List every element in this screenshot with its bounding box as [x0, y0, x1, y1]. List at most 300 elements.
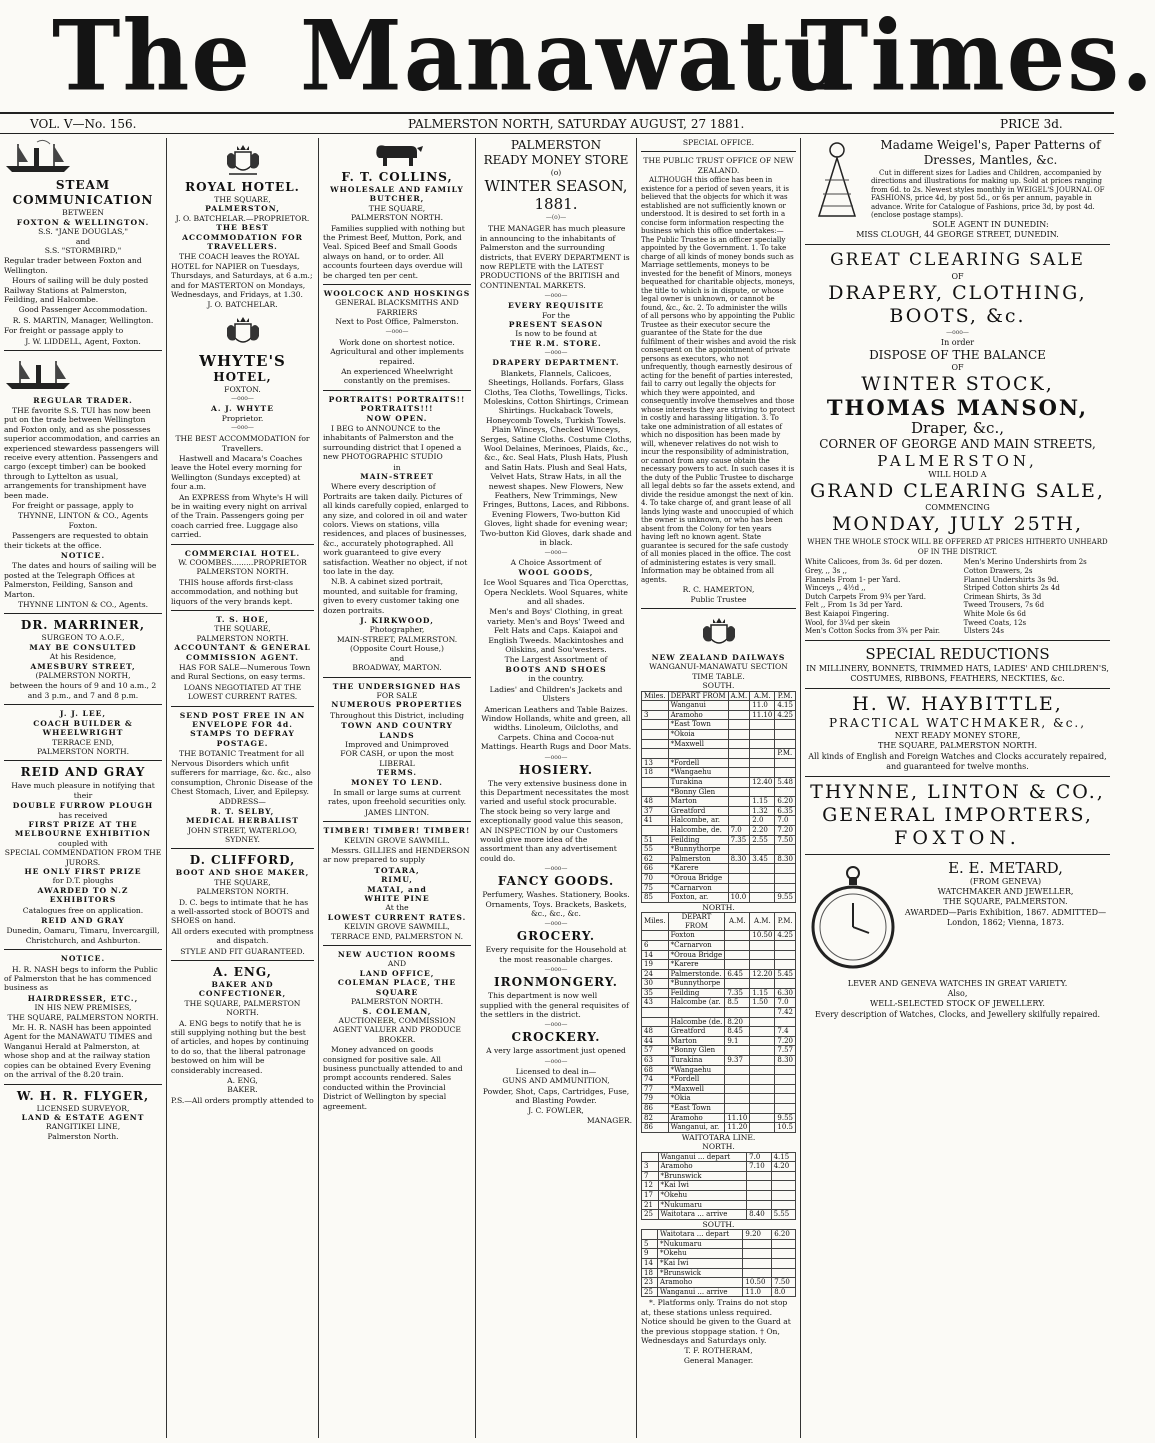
timetable-cell — [775, 873, 796, 883]
timetable-cell — [750, 758, 775, 768]
ad-clifford-body: D. C. begs to intimate that he has a well-assorted stock of BOOTS and SHOES on hand. — [171, 897, 310, 926]
timetable-cell: 48 — [642, 1027, 669, 1037]
timetable-row — [642, 806, 796, 816]
masthead-word-manawatu: Manawatu — [300, 0, 853, 113]
ad-portraits-signrole: Photographer, — [369, 625, 425, 635]
ad-collins-town: PALMERSTON NORTH. — [350, 213, 444, 223]
timetable-waitotara-south — [641, 1229, 796, 1297]
ad-steam-between: BETWEEN — [62, 208, 104, 218]
price-list-item: Flannels From 1- per Yard. — [805, 575, 901, 584]
ad-notice-body: The dates and hours of sailing will be posted at the Telegraph Offices at Palmerston, Feilding, Sanson and Marton. — [4, 561, 157, 599]
ad-hoe-role: ACCOUNTANT & GENERAL COMMISSION AGENT. — [174, 643, 311, 662]
timetable-cell: 23 — [642, 1278, 658, 1288]
timetable-cell — [728, 720, 750, 730]
timetable-cell: 30 — [642, 979, 669, 989]
ad-portraits-addr2: (Opposite Court House,) — [350, 644, 444, 654]
ad-flyger-name: W. H. R. FLYGER, — [16, 1088, 150, 1103]
ad-eng-role: BAKER AND CONFECTIONER, — [198, 980, 287, 999]
timetable-cell: Aramoho — [668, 1113, 725, 1123]
timetable-cell: 11.20 — [725, 1123, 750, 1133]
ad-whyte-town: FOXTON. — [224, 384, 261, 394]
royal-crest-icon — [699, 613, 739, 651]
ad-weigel-agent: SOLE AGENT IN DUNEDIN: — [932, 220, 1049, 230]
timetable-cell — [642, 931, 669, 941]
timetable-cell — [642, 1230, 658, 1240]
timetable-cell: 7.20 — [775, 825, 796, 835]
timetable-cell — [775, 739, 796, 749]
ad-portraits-street: MAIN-STREET — [360, 471, 434, 481]
timetable-row — [642, 797, 796, 807]
timetable-cell — [725, 950, 750, 960]
timetable-cell: 7.35 — [725, 988, 750, 998]
ad-steam-route: FOXTON & WELLINGTON. — [16, 217, 150, 227]
ad-metard-also: Also, — [947, 988, 968, 998]
timetable-cell: 2.0 — [750, 816, 775, 826]
timetable-cell: *Brunswick — [658, 1268, 743, 1278]
ad-rm-groc-body: Every requisite for the Household at the most reasonable charges. — [485, 945, 627, 964]
timetable-row — [642, 710, 796, 720]
price-list-item: Felt ,, From 1s 3d per Yard. — [805, 601, 903, 610]
timetable-cell: Waitotara ... arrive — [658, 1210, 747, 1220]
timetable-cell — [775, 787, 796, 797]
price-list-item: Grey, ,, 3s ,, — [805, 567, 847, 576]
timetable-cell — [725, 940, 750, 950]
masthead — [0, 0, 1155, 113]
timetable-cell — [750, 1027, 775, 1037]
timetable-cell — [728, 768, 750, 778]
ad-lee-place: TERRACE END, — [52, 737, 114, 747]
timetable-cell: Palmerstonde. — [668, 969, 725, 979]
ad-steam-and: and — [75, 236, 91, 246]
timetable-cell: 18 — [642, 1268, 658, 1278]
timetable-cell: *Karere — [668, 864, 728, 874]
price-list-item: Men's Cotton Socks from 3¾ per Pair. — [805, 627, 940, 636]
volume-number: VOL. V—No. 156. — [30, 117, 137, 131]
timetable-cell: *East Town — [668, 1104, 725, 1114]
timetable-row — [642, 1027, 796, 1037]
ad-manson-winter: WINTER STOCK, — [861, 373, 1054, 396]
timetable-cell — [728, 778, 750, 788]
ad-manson-great: GREAT CLEARING SALE — [830, 250, 1085, 271]
timetable-cell — [750, 1046, 775, 1056]
timetable-cell: 6.30 — [775, 988, 796, 998]
ad-flyger-role: LICENSED SURVEYOR, — [36, 1103, 130, 1113]
timetable-cell — [750, 893, 775, 903]
timetable-cell: Halcombe, de. — [668, 825, 728, 835]
timetable-cell — [750, 1094, 775, 1104]
timetable-cell: 51 — [642, 835, 669, 845]
ad-whyte-name2: HOTEL, — [213, 369, 272, 384]
ad-manson-order: In order — [940, 338, 975, 348]
timetable-cell: 66 — [642, 864, 669, 874]
ad-rm-largest: The Largest Assortment of — [504, 655, 608, 665]
timetable-cell — [728, 806, 750, 816]
ad-royal-place: THE SQUARE, — [214, 195, 271, 204]
timetable-row — [642, 739, 796, 749]
ad-coleman-place: COLEMAN PLACE, THE SQUARE — [337, 978, 457, 997]
ad-eng-name: A. ENG, — [213, 965, 272, 979]
timetable-row — [642, 1056, 796, 1066]
price-list-item: White Calicoes, from 3s. 6d per dozen. — [805, 558, 943, 567]
timetable-cell — [772, 1258, 796, 1268]
ad-whyte-best: THE BEST ACCOMMODATION for Travellers. — [175, 434, 310, 453]
timetable-row — [642, 758, 796, 768]
ad-weigel-title: Madame Weigel's, Paper Patterns of Dresses, Mantles, &c. — [880, 138, 1101, 167]
ad-manson-grand: GRAND CLEARING SALE, — [810, 480, 1105, 503]
timetable-cell: *Okoia — [668, 730, 728, 740]
timetable-row — [642, 1287, 796, 1297]
ad-linton-impr: Improved and Unimproved — [345, 739, 449, 749]
timetable-row — [642, 998, 796, 1008]
timetable-cell: *Wangaehu — [668, 1065, 725, 1075]
ad-waitotara-title: WAITOTARA LINE. — [681, 1132, 756, 1142]
timetable-row — [642, 1008, 796, 1018]
price-list-item: Men's Merino Undershirts from 2s — [963, 558, 1087, 567]
timetable-row — [642, 1123, 796, 1133]
timetable-cell — [771, 1181, 795, 1191]
timetable-cell: 35 — [642, 988, 669, 998]
ad-timber-at: At the — [385, 903, 409, 913]
timetable-cell: 1.50 — [750, 998, 775, 1008]
timetable-cell: 6.20 — [775, 797, 796, 807]
ad-lee-name: J. J. LEE, — [59, 709, 107, 719]
timetable-row — [642, 1084, 796, 1094]
timetable-cell: 7.4 — [775, 1027, 796, 1037]
timetable-cell — [750, 873, 775, 883]
price-list-item: Winceys ,, 4½d ,, — [805, 584, 866, 593]
timetable-south — [641, 691, 796, 903]
timetable-cell — [747, 1181, 771, 1191]
ad-rm-found: Is now to be found at — [515, 329, 597, 339]
ad-metard-lever: LEVER AND GENEVA WATCHES IN GREAT VARIETY. — [847, 978, 1068, 988]
ad-metard-name: E. E. METARD, — [948, 858, 1063, 877]
ad-rail-section: WANGANUI-MANAWATU SECTION — [649, 662, 788, 672]
ad-whyte-coach: Hastwell and Macara's Coaches leave the Hotel every morning for Wellington (Sundays excepted) at four a.m. — [171, 453, 303, 492]
timetable-cell: 86 — [642, 1123, 669, 1133]
timetable-cell — [771, 1171, 795, 1181]
ad-rm-every: EVERY REQUISITE — [508, 301, 604, 311]
timetable-cell: 10.50 — [743, 1278, 772, 1288]
ad-linton-title: THE UNDERSIGNED HAS — [332, 681, 462, 691]
timetable-cell: 7 — [642, 1171, 659, 1181]
ad-portraits-body: I BEG to ANNOUNCE to the inhabitants of Palmerston and the surrounding district that I opened a new PHOTOGRAPHIC STUDIO — [323, 423, 462, 462]
ad-clifford-role: BOOT AND SHOE MAKER, — [175, 868, 310, 878]
price-list-item: Striped Cotton shirts 2s 4d — [963, 584, 1060, 593]
timetable-header-cell: P.M. — [775, 913, 796, 931]
timetable-cell — [750, 1123, 775, 1133]
ad-selby-title: SEND POST FREE IN AN ENVELOPE FOR 4d. STAMPS TO DEFRAY POSTAGE. — [179, 710, 306, 748]
timetable-cell: 11.10 — [750, 710, 775, 720]
column-5 — [637, 138, 800, 1438]
steamship-icon — [4, 357, 74, 391]
timetable-waitotara-north — [641, 1152, 796, 1220]
timetable-row — [642, 1278, 796, 1288]
ad-reid-sign: REID AND GRAY — [41, 916, 125, 925]
ad-waitotara-sign: T. F. ROTHERAM, — [684, 1346, 753, 1356]
timetable-cell — [750, 1056, 775, 1066]
timetable-cell: *Karere — [668, 960, 725, 970]
timetable-cell: 25 — [642, 1210, 659, 1220]
ad-weigel-body: Cut in different sizes for Ladies and Children, accompanied by directions and illustrations for making up. Sold at prices ranging from 6d. to 2s. Newest styles monthly in WEIGEL'S JOURNAL OF FASHIONS, price 4d, by post 5d., or 6s per annum, payable in advance. Write for Catalogue of Fashions, price 3d, by post 4d. (enclose postage stamps). — [871, 169, 1105, 220]
timetable-cell: 8.45 — [725, 1027, 750, 1037]
timetable-cell: 7.57 — [775, 1046, 796, 1056]
ad-hoe-name: T. S. HOE, — [216, 615, 269, 624]
timetable-row — [642, 1190, 796, 1200]
ad-steam-ship1: S.S. "JANE DOUGLAS," — [38, 227, 128, 237]
timetable-cell: 5.48 — [775, 778, 796, 788]
ad-portraits-and: and — [389, 653, 405, 663]
timetable-cell: Marton — [668, 1036, 725, 1046]
timetable-cell: *Bunnythorpe — [668, 979, 725, 989]
ad-notice-sign: THYNNE LINTON & CO., Agents. — [17, 600, 149, 610]
timetable-row — [642, 988, 796, 998]
ad-selby-role: MEDICAL HERBALIST — [186, 816, 299, 826]
timetable-cell — [747, 1171, 771, 1181]
ad-trader-body: THE favorite S.S. TUI has now been put on the trade between Wellington and Foxton only, and as she possesses superior accommodation, and carries an experienced stewardess passengers will receive every attention. Passengers and cargo (except timber) can be booked through to Lyttelton as usual, arrangements for transhipment have been made. — [4, 405, 160, 500]
ad-marriner-hours: between the hours of 9 and 10 a.m., 2 and 3 p.m., and 7 and 8 p.m. — [9, 681, 157, 700]
ad-manson-will: WILL HOLD A — [928, 470, 987, 480]
ad-rm-iron-body: This department is now well supplied with the general requisites of the settlers in the district. — [480, 991, 629, 1020]
timetable-cell: 10.0 — [728, 893, 750, 903]
timetable-row — [642, 825, 796, 835]
ad-metard-awards: AWARDED—Paris Exhibition, 1867. ADMITTED—London, 1862; Vienna, 1873. — [904, 907, 1107, 927]
timetable-row — [642, 1094, 796, 1104]
ad-portraits-sign: J. KIRKWOOD, — [360, 616, 434, 626]
timetable-cell: 13 — [642, 758, 669, 768]
column-1 — [0, 138, 166, 1438]
timetable-cell: *Carnarvon — [668, 883, 728, 893]
ad-trust-sign: R. C. HAMERTON, — [682, 585, 755, 595]
timetable-header-cell: Miles. — [642, 691, 669, 701]
timetable-row — [642, 778, 796, 788]
ad-rm-grocery: GROCERY. — [516, 929, 596, 944]
ad-haybittle-next: NEXT READY MONEY STORE, — [894, 730, 1021, 740]
ad-rm-crock-body: A very large assortment just opened — [486, 1046, 626, 1056]
ad-royal-prop: J. O. BATCHELAR.—PROPRIETOR. — [175, 213, 310, 223]
ad-manson-name: THOMAS MANSON, — [826, 395, 1089, 421]
price-list-item: Best Kaiapoi Fingering. — [805, 610, 889, 618]
timetable-header-cell: A.M. — [725, 913, 750, 931]
timetable-cell: 25 — [642, 1287, 658, 1297]
ad-nash-title: NOTICE. — [60, 954, 106, 964]
timetable-cell — [750, 1075, 775, 1085]
ad-rm-wool-body: Ice Wool Squares and Tica Opercttas, Opera Necklets. Wool Squares, white and all shades. — [483, 578, 629, 607]
timetable-cell: 70 — [642, 873, 669, 883]
ad-reid-cat: Catalogues free on application. — [22, 905, 144, 915]
price-list-item: Wool, for 3¼d per skein — [805, 618, 891, 627]
timetable-row — [642, 1268, 796, 1278]
timetable-cell: 9.55 — [775, 1113, 796, 1123]
timetable-cell — [728, 701, 750, 711]
ad-manson-price-list-left — [805, 558, 951, 635]
timetable-cell — [725, 1094, 750, 1104]
timetable-cell — [725, 1008, 750, 1018]
ad-manson-role: Draper, &c., — [911, 419, 1004, 438]
ad-rm-present: PRESENT SEASON — [508, 320, 604, 330]
timetable-cell — [750, 883, 775, 893]
timetable-cell — [750, 730, 775, 740]
timetable-cell: 86 — [642, 1104, 669, 1114]
timetable-cell: 9.55 — [775, 893, 796, 903]
ad-hoe-loans: LOANS NEGOTIATED AT THE LOWEST CURRENT RATES. — [183, 682, 302, 702]
timetable-cell: 7.35 — [728, 835, 750, 845]
timetable-row — [642, 1200, 796, 1210]
timetable-cell: Feilding — [668, 835, 728, 845]
ad-waitotara-south: SOUTH. — [702, 1219, 735, 1229]
ad-trust-office: THE PUBLIC TRUST OFFICE OF NEW ZEALAND. — [643, 156, 794, 175]
timetable-row — [642, 1258, 796, 1268]
timetable-cell — [728, 883, 750, 893]
ad-reductions-title: SPECIAL REDUCTIONS — [865, 644, 1050, 663]
ad-rm-sign: J. C. FOWLER, — [528, 1106, 584, 1116]
timetable-cell: 3 — [642, 710, 669, 720]
ad-rm-powder: Powder, Shot, Caps, Cartridges, Fuse, and Blasting Powder. — [482, 1086, 630, 1106]
ad-rm-for: For the — [542, 310, 570, 320]
timetable-cell: 6.45 — [725, 969, 750, 979]
timetable-cell: 7.50 — [775, 835, 796, 845]
timetable-cell: 12.40 — [750, 778, 775, 788]
column-2: ROYAL HOTEL. THE SQUARE, PALMERSTON, J. O. BATCHELAR.—PROPRIETOR. THE BEST ACCOMMODATION FOR TRAVELLERS. THE COACH leaves the ROYAL HOTEL for NAPIER on Tuesdays, Thursdays, and Saturdays, at 6 a.m.; and for MASTERTON on Mondays, Wednesdays, and Fridays, at 1.30. J. O. BATCHELAR. WHYTE'S HOTEL, FOXTON. —ooo— A. J. WHYTE Proprietor. —ooo— THE BEST ACCOMMODATION for Travellers. Hastwell and Macara's Coaches leave the Hotel every morning for Wellington (Sundays excepted) at four a.m. An EXPRESS from Whyte's H will be in waiting every night on arrival of the Train. Passengers going per coach carried free. Luggage also carried. COMMERCIAL HOTEL. W. COOMBES.........PROPRIETOR PALMERSTON NORTH. THIS house affords first-class accommodation, and nothing but liquors of the very brands kept. T. S. HOE, THE SQUARE, PALMERSTON NORTH. ACCOUNTANT & GENERAL COMMISSION AGENT. HAS FOR SALE—Numerous Town and Rural Sections, on easy terms. LOANS NEGOTIATED AT THE LOWEST CURRENT RATES. SEND POST FREE IN AN ENVELOPE FOR 4d. STAMPS TO DEFRAY POSTAGE. THE BOTANIC Treatment for all Nervous Disorders which unfit sufferers for marriage, &c. &c., also consumption, Chronic Disease of the Chest Stomach, Liver, and Epilepsy. ADDRESS— R. T. SELBY, MEDICAL HERBALIST JOHN STREET, WATERLOO, SYDNEY. D. CLIFFORD, BOOT AND SHOE MAKER, THE SQUARE, PALMERSTON NORTH. D. C. begs to intimate that he has a well-assorted stock of BOOTS and SHOES on hand. All orders executed with promptness and dispatch. STYLE AND FIT GUARANTEED. A. ENG, BAKER AND CONFECTIONER, THE SQUARE, PALMERSTON NORTH. A. ENG begs to notify that he is still supplying nothing but the best of articles, and hopes by continuing to do so, that the liberal patronage bestowed on him will be considerably increased. A. ENG, BAKER. P.S.—All orders promptly attended to — [167, 138, 318, 1438]
column-6: Madame Weigel's, Paper Patterns of Dresses, Mantles, &c. Cut in different sizes for Ladies and Children, accompanied by directions and illustrations for making up. Sold at prices ranging from 6d. to 2s. Newest styles monthly in WEIGEL'S JOURNAL OF FASHIONS, price 4d, by post 5d., or 6s per annum, payable in advance. Write for Catalogue of Fashions, price 3d, by post 4d. (enclose postage stamps). SOLE AGENT IN DUNEDIN: MISS CLOUGH, 44 GEORGE STREET, DUNEDIN. GREAT CLEARING SALE OF DRAPERY, CLOTHING, BOOTS, &c. —ooo— In order DISPOSE OF THE BALANCE OF WINTER STOCK, THOMAS MANSON, Draper, &c., CORNER OF GEORGE AND MAIN STREETS, PALMERSTON, WILL HOLD A GRAND CLEARING SALE, COMMENCING MONDAY, JULY 25TH, WHEN THE WHOLE STOCK WILL BE OFFERED AT PRICES HITHERTO UNHEARD OF IN THE DISTRICT. White Calicoes, from 3s. 6d per dozen. Grey, ,, 3s ,, Flannels From 1- per Yard. Winceys ,, 4½d ,, Dutch Carpets From 9¾ per Yard. Felt ,, From 1s 3d per Yard. Best Kaiapoi Fingering. Wool, for 3¼d per skein Men's Cotton Socks from 3¾ per Pair. Men's Merino Undershirts from 2s Cotton Drawers, 2s Flannel Undershirts 3s 9d. Striped Cotton shirts 2s 4d Crimean Shirts, 3s 3d Tweed Trousers, 7s 6d White Mole 6s 6d Tweed Coats, 12s Ulsters 24s SPECIAL REDUCTIONS IN MILLINERY, BONNETS, TRIMMED HATS, LADIES' AND CHILDREN'S, COSTUMES, RIBBONS, FEATHERS, NECKTIES, &c. H. W. HAYBITTLE, PRACTICAL WATCHMAKER, &c., NEXT READY MONEY STORE, THE SQUARE, PALMERSTON NORTH. All kinds of English and Foreign Watches and Clocks accurately repaired, and guaranteed for twelve months. THYNNE, LINTON & CO., GENERAL IMPORTERS, FOXTON. E. E. METARD, (FROM GENEVA) WATCHMAKER AND JEWELLER, THE SQUARE, PALMERSTON. AWARDED—Paris Exhibition, 1867. ADMITTED—London, 1862; Vienna, 1873. LEVER AND GENEVA WATCHES IN GREAT VARIETY. Also, WELL-SELECTED STOCK OF JEWELLERY. Every description of Watches, Clocks, and Jewellery skilfully repaired. — [805, 138, 1109, 1019]
price-list-item: Crimean Shirts, 3s 3d — [963, 592, 1042, 601]
timetable-row — [642, 883, 796, 893]
timetable-cell: Aramoho — [658, 1278, 743, 1288]
timetable-cell: 7.20 — [775, 1036, 796, 1046]
ad-timber-t1: TOTARA, — [374, 865, 420, 875]
timetable-cell — [775, 1104, 796, 1114]
ad-nash-prem: IN HIS NEW PREMISES, — [34, 1003, 132, 1013]
ad-waitotara-signrole: General Manager. — [683, 1355, 754, 1365]
timetable-cell — [725, 1084, 750, 1094]
ad-trader-note: Passengers are requested to obtain their tickets at the office. — [4, 531, 149, 550]
timetable-cell — [728, 873, 750, 883]
timetable-cell — [750, 1036, 775, 1046]
ad-rm-fancy-body: Perfumery, Washes. Stationery, Books. Ornaments, Toys. Brackets, Baskets, &c., &c., &c. — [482, 890, 630, 918]
timetable-row — [642, 701, 796, 711]
timetable-cell — [642, 701, 669, 711]
ad-coleman-land: LAND OFFICE, — [359, 968, 435, 978]
timetable-cell: *Brunswick — [658, 1171, 747, 1181]
ad-woolcock-role: GENERAL BLACKSMITHS AND FARRIERS — [335, 298, 459, 317]
ad-marriner-consult: MAY BE CONSULTED — [29, 642, 137, 652]
ad-commercial-town: PALMERSTON NORTH. — [196, 567, 289, 577]
timetable-row — [642, 960, 796, 970]
timetable-cell — [750, 960, 775, 970]
ad-portraits-title: PORTRAITS! PORTRAITS!! PORTRAITS!!! — [328, 394, 466, 414]
price-list-item: Ulsters 24s — [963, 627, 1004, 636]
timetable-row — [642, 730, 796, 740]
ad-portraits-nb: N.B. A cabinet sized portrait, mounted, and suitable for framing, given to every customer taking one dozen portraits. — [323, 577, 460, 615]
timetable-cell: 82 — [642, 1113, 669, 1123]
ad-royal-best: THE BEST ACCOMMODATION FOR TRAVELLERS. — [182, 223, 303, 252]
timetable-cell: Feilding — [668, 988, 725, 998]
royal-crest-icon — [223, 312, 263, 350]
timetable-cell — [728, 710, 750, 720]
ad-clifford-orders: All orders executed with promptness and dispatch. — [171, 926, 314, 946]
timetable-cell — [728, 730, 750, 740]
timetable-cell — [642, 749, 669, 759]
ad-manson-dispose: DISPOSE OF THE BALANCE — [869, 348, 1046, 363]
timetable-row — [642, 1036, 796, 1046]
price: PRICE 3d. — [1000, 117, 1063, 131]
timetable-cell: 2.55 — [750, 835, 775, 845]
timetable-cell: Palmerston — [668, 854, 728, 864]
ad-trader-title: REGULAR TRADER. — [33, 395, 133, 405]
ad-metard-from: (FROM GENEVA) — [969, 876, 1042, 886]
ad-rm-season: WINTER SEASON, — [484, 177, 628, 196]
timetable-cell: Halcombe (ar. — [668, 998, 725, 1008]
timetable-cell: 24 — [642, 969, 669, 979]
timetable-cell — [750, 1065, 775, 1075]
ad-reductions-body: IN MILLINERY, BONNETS, TRIMMED HATS, LADIES' AND CHILDREN'S, COSTUMES, RIBBONS, FEATHERS, NECKTIES, &c. — [806, 663, 1109, 683]
timetable-cell — [750, 749, 775, 759]
ad-manson-corner: CORNER OF GEORGE AND MAIN STREETS, — [819, 437, 1096, 452]
timetable-cell: 14 — [642, 1258, 658, 1268]
timetable-cell: 37 — [642, 806, 669, 816]
ad-manson-price-list — [805, 558, 1110, 635]
timetable-header-cell: DEPART FROM — [668, 913, 725, 931]
ad-rm-wool: A Choice Assortment of — [510, 558, 602, 568]
timetable-cell — [750, 1017, 775, 1027]
masthead-word-the: The — [52, 0, 252, 113]
timetable-cell: 1.32 — [750, 806, 775, 816]
ad-timber-sign: KELVIN GROVE SAWMILL, — [344, 922, 450, 932]
timetable-row — [642, 1171, 796, 1181]
timetable-cell — [725, 1065, 750, 1075]
timetable-row — [642, 835, 796, 845]
price-list-item: Tweed Coats, 12s — [963, 618, 1027, 627]
ad-lee-trade: COACH BUILDER & WHEELWRIGHT — [33, 718, 133, 738]
dateline — [0, 112, 1114, 134]
timetable-cell — [728, 787, 750, 797]
ad-manson-town: PALMERSTON, — [877, 452, 1038, 471]
timetable-row — [642, 845, 796, 855]
timetable-cell — [775, 1084, 796, 1094]
timetable-cell: 7.42 — [775, 1008, 796, 1018]
timetable-north — [641, 912, 796, 1133]
timetable-cell — [728, 864, 750, 874]
ad-timber-title: TIMBER! TIMBER! TIMBER! — [323, 826, 471, 836]
ad-portraits-open: NOW OPEN. — [366, 413, 428, 423]
timetable-cell: 3 — [642, 1162, 659, 1172]
timetable-cell: 75 — [642, 883, 669, 893]
timetable-cell: Wanganui ... depart — [658, 1152, 747, 1162]
timetable-cell: Wanganui, ar. — [668, 1123, 725, 1133]
timetable-cell: 62 — [642, 854, 669, 864]
timetable-cell: 77 — [642, 1084, 669, 1094]
timetable-header-cell: DEPART FROM — [668, 691, 728, 701]
timetable-row — [642, 893, 796, 903]
timetable-cell: 17 — [642, 1190, 659, 1200]
timetable-cell: 8.30 — [728, 854, 750, 864]
ad-hoe-town: PALMERSTON NORTH. — [196, 633, 289, 643]
timetable-cell — [772, 1239, 796, 1249]
timetable-cell — [775, 845, 796, 855]
timetable-cell: *Fordell — [668, 758, 728, 768]
timetable-cell — [775, 1094, 796, 1104]
timetable-cell: 7.50 — [772, 1278, 796, 1288]
ad-manson-when: WHEN THE WHOLE STOCK WILL BE OFFERED AT PRICES HITHERTO UNHEARD OF IN THE DISTRICT. — [807, 538, 1108, 557]
timetable-row — [642, 816, 796, 826]
timetable-cell: Halcombe, ar. — [668, 816, 728, 826]
dateline-place-date: PALMERSTON NORTH, SATURDAY AUGUST, 27 1881. — [408, 117, 745, 131]
timetable-cell: 10.5 — [775, 1123, 796, 1133]
timetable-cell — [668, 1008, 725, 1018]
ad-rm-hos-body: The very extensive business done in this Department necessitates the most varied and useful stock procurable. The stock being so very large and exceptionally good value this season, AN INSPECTION by our Customers would give more idea of the assortment than any advertisement could do. — [480, 778, 629, 863]
ad-nash-square: THE SQUARE, PALMERSTON NORTH. — [7, 1012, 159, 1022]
timetable-cell: 43 — [642, 998, 669, 1008]
timetable-cell: 4.20 — [771, 1162, 795, 1172]
